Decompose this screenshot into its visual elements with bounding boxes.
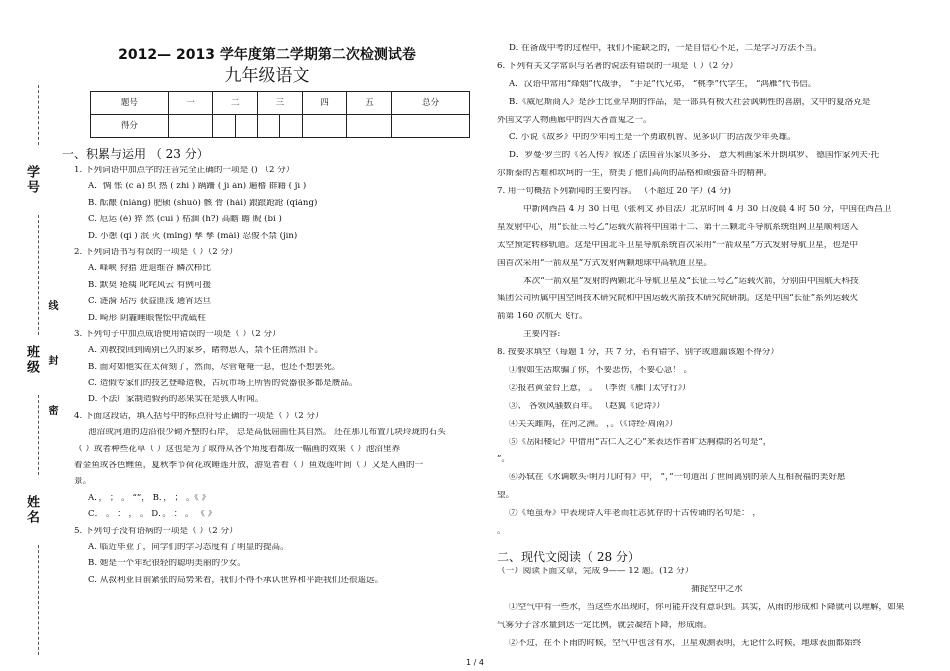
option-line: B. 默契 疮痍 叱咤风云 有例可援 [88, 280, 212, 290]
passage-line: 着金鱼或各色鲤鱼，夏秋季节荷花或睡莲开放，游览者看（ ）鱼戏莲叶间（ ）又是入画的一 [74, 461, 424, 471]
passage-line: 箭第 160 次航天飞行。 [497, 312, 588, 322]
question-line: 6. 下列有关文学常识与名著的说法有错误的一项是（ ）（2 分） [497, 61, 739, 71]
fill-line: ①假如生活欺骗了你，不要悲伤，不要心急！ 。 [509, 366, 693, 376]
option-line: D. 畸形 阴霾睡眼惺忪中流砥柱 [88, 313, 206, 323]
right-column [497, 44, 937, 656]
question-line: 4. 下面这段话，填入括号中的标点符号正确的一项是（ ）（2 分） [74, 411, 324, 421]
binding-line [38, 85, 39, 145]
seal-mi-label: 密 [46, 405, 57, 415]
score-header-cell: 三 [258, 92, 303, 115]
fill-line: ⑤《岳阳楼记》中借用“古仁人之心”来表达作者旷达胸襟的名句是“， [509, 437, 772, 447]
fill-line: ④关关雎鸠，在河之洲。 ，。（《诗经·周南》） [509, 419, 678, 429]
option-line: B. 酝酿 (niàng) 肥硕 (shuò) 骸 骨 (hái) 踉踉跄跄 (qiàng) [88, 198, 318, 208]
passage-line: 景。 [74, 477, 92, 487]
option-line: C． 。 ： ， 。 D．。 ： 。 《 》 [88, 510, 217, 520]
question-line: 3. 下列句子中加点成语使用错误的一项是（ ）（2 分） [74, 329, 281, 339]
fill-line: ”。 [497, 455, 510, 465]
binding-line [38, 395, 39, 475]
question-line: 1. 下列词语中加点字的注音完全正确的一项是 () （2 分） [74, 166, 295, 175]
question-line: 8. 按要求填空（每题 1 分，共 7 分，若有错字、别字或遗漏该题不得分） [497, 348, 780, 358]
passage-line: ②不过，在不下雨的时候，空气中也含有水，卫星观测表明，无论什么时候，地球表面都始终 [509, 638, 862, 648]
option-line: A．， ； 。 “”， B．， ； 。《 》 [88, 493, 211, 503]
fill-line: ③、 各领风骚数百年。 （赵翼《论诗》） [509, 401, 665, 411]
score-header-cell: 题号 [91, 92, 169, 115]
option-line: B.《威尼斯商人》是莎士比亚早期的作品，是一部具有极大社会讽刺性的喜剧，文中的夏洛克是 [509, 97, 871, 107]
section-heading: 二、现代文阅读（ 28 分） [497, 549, 640, 564]
left-column [62, 44, 472, 592]
exam-title: 2012— 2013 学年度第二学期第二次检测试卷 [118, 47, 416, 63]
option-line: A. 临近毕业了，同学们的学习态度有了明显的提高。 [88, 542, 289, 552]
question-line: 2. 下列词语书写有误的一项是（ ）（2 分） [74, 247, 238, 257]
binding-line [38, 215, 39, 335]
option-line: C. 从叔利亚目前紧张的局势来看，我们不得不承认世界和平距我们还很遥远。 [88, 575, 384, 585]
fill-line: ⑥苏轼在《水调歌头·明月几时有》中， ”，”一句道出了世间离别的亲人互相祝福的美好愿 [509, 473, 846, 483]
score-cell[interactable] [235, 115, 257, 138]
score-header-cell: 二 [213, 92, 258, 115]
subject-title: 九年级语文 [224, 66, 310, 86]
score-cell[interactable] [302, 115, 347, 138]
passage-line: 中新网西昌 4 月 30 日电（张利文 孙自法）北京时间 4 月 30 日凌晨 4 时 50 分，中国在西昌卫 [523, 205, 892, 215]
option-line: 外国文学人物画廊中的四大吝啬鬼之一。 [497, 115, 652, 125]
score-table [90, 91, 470, 138]
class-label: 班级 [24, 345, 39, 375]
section-heading: 一、积累与运用 （ 23 分） [62, 147, 209, 161]
option-line: D. 不法厂家制造假药的恶果实在是骇人听闻。 [88, 395, 264, 405]
answer-prompt: 主要内容: [523, 330, 561, 340]
fill-line: ⑦《龟虽寿》中表现诗人年老而壮志犹存的千古传诵的名句是： ， [509, 509, 761, 519]
option-line: C. 小说《故乡》中的少年闰土是一个勇敢机智、见多识广的活泼少年英雄。 [509, 133, 796, 143]
option-line: D. 小憩 (qì ) 泯 灭 (mǐng) 孳 孳 (mài) 忍俊不禁 (jīn) [88, 231, 298, 241]
student-no-label: 学号 [24, 165, 39, 195]
binding-margin [0, 0, 60, 671]
passage-title: 捕捉空中之水 [691, 584, 743, 594]
score-cell[interactable] [347, 115, 392, 138]
option-line: 尔斯泰的苦难和坎坷的一生，赞美了他们高尚的品格和顽强奋斗的精神。 [497, 169, 773, 179]
question-line: 7. 用一句概括下列新闻的主要内容。 （不超过 20 字）(4 分) [497, 187, 732, 197]
page-number: 1 / 4 [466, 658, 484, 667]
fill-line: 望。 [497, 491, 515, 501]
score-header-cell: 四 [302, 92, 347, 115]
score-header-cell: 五 [347, 92, 392, 115]
passage-line: ①空气中有一些水，当这些水出现时，你可能并没有意识到。其实，从雨的形成和下降就可以理解，如果 [509, 602, 905, 612]
score-cell[interactable] [280, 115, 302, 138]
option-line: A. 刘教授回到阔别已久的家乡，睹物思人，禁不住潸然泪下。 [88, 346, 324, 356]
seal-feng-label: 封 [46, 355, 57, 365]
question-line: 5. 下列句子没有语病的一项是（ ）（2 分） [74, 526, 238, 536]
passage-line: 集团公司所属中国空间技术研究院和中国运载火箭技术研究院研制。这是中国“长征”系列运载火 [497, 294, 859, 304]
option-line: B. 她是一个年纪很轻的聪明美丽的少女。 [88, 559, 246, 569]
score-header-cell: 一 [168, 92, 213, 115]
fill-line: 。 [497, 527, 506, 537]
option-line: A. 峰峡 狩猎 进退维谷 鳞次栉比 [88, 264, 211, 274]
name-label: 姓名 [24, 495, 39, 525]
passage-line: 池沼或河道的边沿很少砌齐整的石岸， 总是高低屈曲任其自然。 还在那儿布置几块玲珑的石头 [88, 428, 446, 438]
score-cell[interactable] [168, 115, 213, 138]
option-line: A．汉语中常用“烽烟”代战争， “手足”代兄弟， “桃李”代学生， “鸿雁”代书信。 [509, 79, 817, 89]
option-line: B. 面对如他实在太荷刻了，然而，尽管奄奄一息，也还不想罢死。 [88, 362, 341, 372]
passage-line: 星发射中心，用“长征三号乙”运载火箭将中国第十二、第十三颗北斗导航系统组网卫星顺利送入 [497, 222, 859, 232]
option-line: D．罗曼·罗兰的《名人传》叙述了法国音乐家贝多芬、 意大利画家米开朗琪罗、 德国作家列夫·托 [509, 151, 880, 161]
score-header-cell: 总分 [392, 92, 470, 115]
passage-line: 国首次采用“一箭双星”方式发射两颗地球中高轨道卫星。 [497, 258, 713, 268]
passage-line: （ ）或者种些花草（ ）这也是为了取得从各个角度看都成一幅画的效果（ ）池沼里养 [74, 444, 401, 454]
passage-line: 太空预定转移轨道。这是中国北斗卫星导航系统首次采用“一箭双星”方式发射导航卫星，也是中 [497, 240, 859, 250]
binding-line [38, 545, 39, 655]
score-cell[interactable] [213, 115, 235, 138]
option-line: C. 造假专家们的技艺登峰造极，古玩市场上所售的瓷器很多都是赝品。 [88, 379, 358, 389]
seal-xian-label: 线 [46, 300, 57, 310]
score-cell[interactable] [392, 115, 470, 138]
option-line: D. 在备战中考的过程中，我们不能缺乏的，一是自信心不足，二是学习方法不当。 [509, 44, 822, 53]
option-line: A．惆 怅 (c a) 织 热 ( zhì ) 蹒跚 ( jī ān) 遍稽 群籍 ( jī ) [88, 182, 307, 192]
score-cell[interactable] [258, 115, 280, 138]
question-line: （一）阅读下面文章，完成 9—— 12 题。(12 分） [497, 566, 694, 576]
option-line: C. 厄运 (è) 猝 然 (cuì ) 枯涸 (h?) 高瞻 瞻 睨 (bì ) [88, 215, 282, 225]
option-line: C. 涟漪 玷污 获益匪浅 通宵达旦 [88, 297, 212, 307]
fill-line: ②报君黄金台上意， 。 （李贺《雁门太守行》） [509, 383, 691, 393]
passage-line: 本次“一箭双星”发射的两颗北斗导航卫星及“长征三号乙”运载火箭，分别由中国航天科技 [523, 276, 859, 286]
score-row-label: 得分 [91, 115, 169, 138]
passage-line: 气雾分子含水量到达一定比例，就会凝结下降，形成雨。 [497, 620, 712, 630]
